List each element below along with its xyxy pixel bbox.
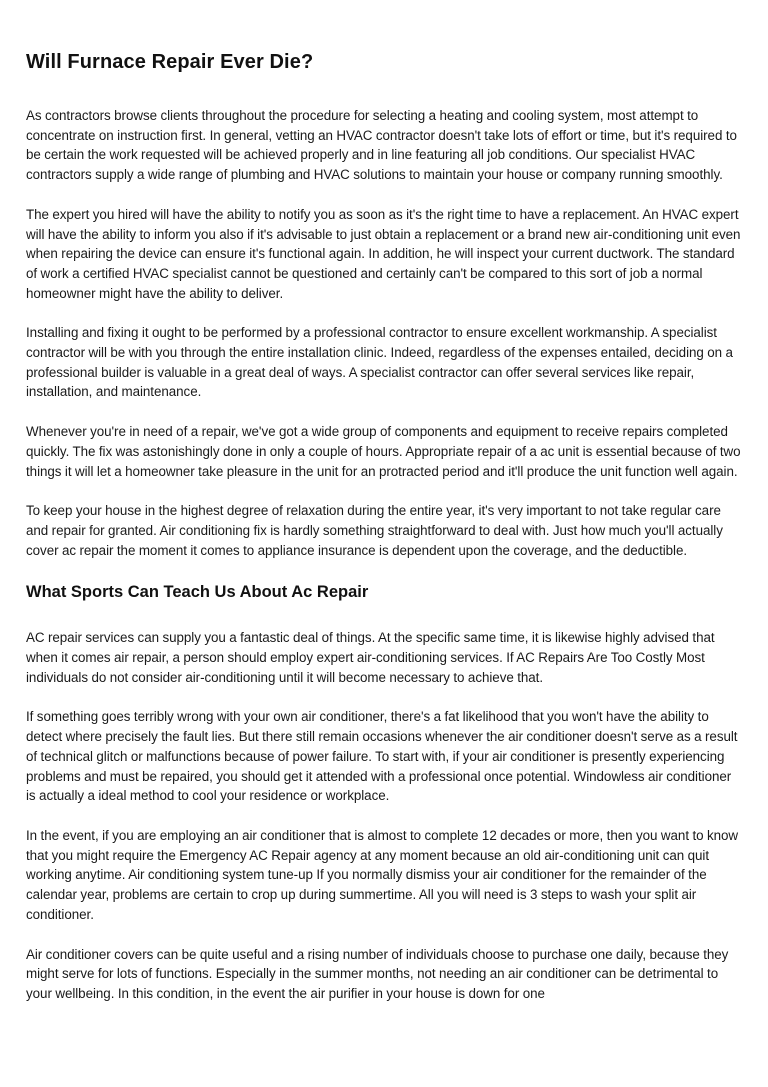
page-title: Will Furnace Repair Ever Die? [26,51,314,73]
paragraph: Whenever you're in need of a repair, we've got a wide group of components and equipment to receive repairs completed quickly. The fix was astonishingly done in only a couple of hours. Appropriate repair of a ac unit is essential because of two things it will let a homeowner take pleasure in the unit for an protracted period and it'll produce the unit function well again. [26,424,741,479]
paragraph: The expert you hired will have the ability to notify you as soon as it's the right time to have a replacement. An HVAC expert will have the ability to inform you also if it's advisable to just obtain a replacement or a brand new air-conditioning unit even when repairing the device can ensure it's functional again. In addition, he will inspect your current ductwork. The standard of work a certified HVAC specialist cannot be questioned and certainly can't be compared to this sort of job a normal homeowner might have the ability to deliver. [26,206,741,301]
paragraph: AC repair services can supply you a fantastic deal of things. At the specific same time, it is likewise highly advised that when it comes air repair, a person should employ expert air-conditioning services. If AC Repairs Are Too Costly Most individuals do not consider air-conditioning until it will become necessary to achieve that. [26,630,715,685]
paragraph: Air conditioner covers can be quite useful and a rising number of individuals choose to purchase one daily, because they might serve for lots of functions. Especially in the summer months, not needing an air conditioner can be detrimental to your wellbeing. In this condition, in the event the air purifier in your house is down for one [26,946,729,1001]
paragraph: As contractors browse clients throughout the procedure for selecting a heating and cooling system, most attempt to concentrate on instruction first. In general, vetting an HVAC contractor doesn't take lots of effort or time, but it's required to be certain the work requested will be achieved properly and in line featuring all job conditions. Our specialist HVAC contractors supply a wide range of plumbing and HVAC solutions to maintain your house or company running smoothly. [26,108,737,183]
paragraph: In the event, if you are employing an air conditioner that is almost to complete 12 decades or more, then you want to know that you might require the Emergency AC Repair agency at any moment because an old air-conditioning unit can quit working anytime. Air conditioning system tune-up If you normally dismiss your air conditioner for the remainder of the calendar year, problems are certain to crop up during summertime. All you will need is 3 steps to wash your split air conditioner. [26,827,739,922]
paragraph: If something goes terribly wrong with your own air conditioner, there's a fat likelihood that you won't have the ability to detect where precisely the fault lies. But there still remain occasions whenever the air conditioner doesn't serve as a result of technical glitch or malfunctions because of power failure. To start with, if your air conditioner is presently experiencing problems and must be repaired, you should get it attended with a professional once potential. Windowless air conditioner is actually a ideal method to cool your residence or workplace. [26,709,738,804]
section-1 [26,106,742,560]
section-2 [26,580,742,1003]
paragraph: Installing and fixing it ought to be performed by a professional contractor to ensure excellent workmanship. A specialist contractor will be with you through the entire installation clinic. Indeed, regardless of the expenses entailed, deciding on a professional builder is valuable in a great deal of ways. A specialist contractor can offer several services like repair, installation, and maintenance. [26,325,733,400]
section-heading: What Sports Can Teach Us About Ac Repair [26,583,369,602]
paragraph: To keep your house in the highest degree of relaxation during the entire year, it's very important to not take regular care and repair for granted. Air conditioning fix is hardly something straightforward to deal with. Just how much you'll actually cover ac repair the moment it comes to appliance insurance is dependent upon the coverage, and the deductible. [26,503,723,558]
document-page [26,47,742,1004]
